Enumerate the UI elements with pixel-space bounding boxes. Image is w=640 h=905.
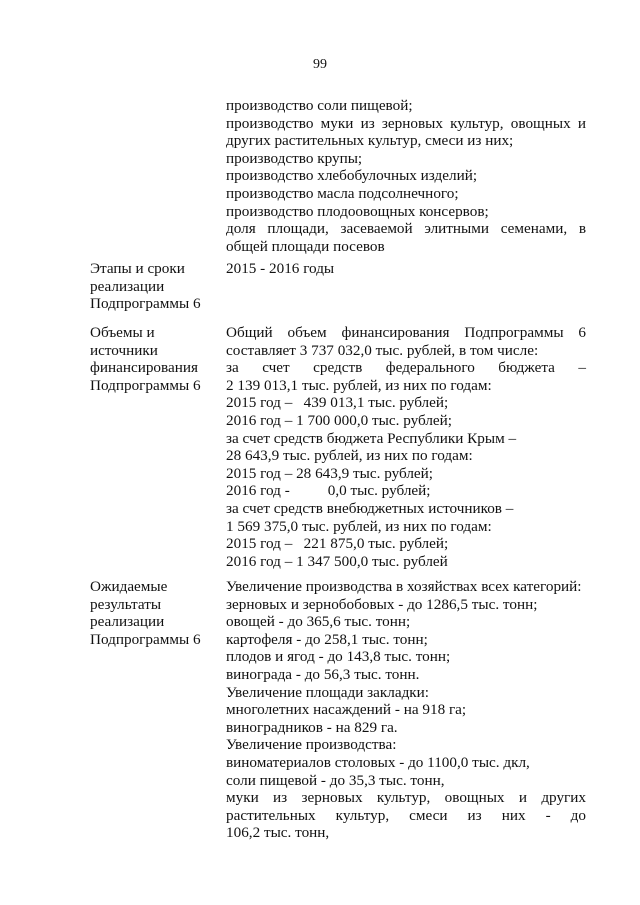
label-line: Ожидаемые xyxy=(90,578,168,595)
label-line: Этапы и сроки xyxy=(90,260,185,277)
financing-line: 2015 год – 221 875,0 тыс. рублей; xyxy=(226,535,449,553)
intro-line: производство крупы; xyxy=(226,149,363,167)
results-line: Увеличение производства в хозяйствах всех категорий: xyxy=(226,578,582,595)
results-line: винограда - до 56,3 тыс. тонн. xyxy=(226,665,420,683)
results-line: картофеля - до 258,1 тыс. тонн; xyxy=(226,630,428,648)
financing-line: за счет средств внебюджетных источников – xyxy=(226,499,514,517)
label-line: реализации xyxy=(90,277,165,295)
stages-value xyxy=(226,260,586,278)
label-line: Объемы и xyxy=(90,324,155,341)
results-line: Увеличение производства: xyxy=(226,736,397,754)
stages-label xyxy=(90,260,220,313)
results-line: 106,2 тыс. тонн, xyxy=(226,824,330,842)
results-line: зерновых и зернобобовых - до 1286,5 тыс. тонн; xyxy=(226,595,538,613)
results-line: Увеличение площади закладки: xyxy=(226,683,430,701)
results-line: муки из зерновых культур, овощных и других xyxy=(226,789,586,807)
financing-line: составляет 3 737 032,0 тыс. рублей, в том числе: xyxy=(226,341,539,359)
intro-line: других растительных культур, смеси из них; xyxy=(226,132,514,150)
results-line: плодов и ягод - до 143,8 тыс. тонн; xyxy=(226,648,451,666)
label-line: реализации xyxy=(90,613,165,631)
financing-line: 2016 год - 0,0 тыс. рублей; xyxy=(226,482,431,500)
page-number: 99 xyxy=(313,57,327,72)
intro-line: общей площади посевов xyxy=(226,237,385,255)
financing-line: 2016 год – 1 347 500,0 тыс. рублей xyxy=(226,552,448,570)
results-label xyxy=(90,578,220,648)
intro-line: производство хлебобулочных изделий; xyxy=(226,167,478,185)
financing-line: 2015 год – 439 013,1 тыс. рублей; xyxy=(226,394,449,412)
intro-line: производство плодоовощных консервов; xyxy=(226,202,489,220)
intro-line: производство соли пищевой; xyxy=(226,97,413,114)
financing-line: за счет средств федерального бюджета – xyxy=(226,359,586,377)
label-line: Подпрограммы 6 xyxy=(90,630,201,648)
results-line: виноградников - на 829 га. xyxy=(226,718,398,736)
intro-list xyxy=(226,97,586,255)
label-line: Подпрограммы 6 xyxy=(90,295,201,313)
intro-line: производство муки из зерновых культур, овощных и xyxy=(226,114,586,132)
label-line: результаты xyxy=(90,595,162,613)
financing-content xyxy=(226,324,586,570)
financing-line: за счет средств бюджета Республики Крым – xyxy=(226,429,517,447)
results-line: виноматериалов столовых - до 1100,0 тыс. дкл, xyxy=(226,753,530,771)
financing-line: 2015 год – 28 643,9 тыс. рублей; xyxy=(226,464,434,482)
results-content xyxy=(226,578,586,842)
financing-line: 1 569 375,0 тыс. рублей, из них по годам: xyxy=(226,517,492,535)
results-line: растительных культур, смеси из них - до xyxy=(226,806,586,824)
label-line: финансирования xyxy=(90,359,198,377)
intro-line: производство масла подсолнечного; xyxy=(226,184,459,202)
label-line: Подпрограммы 6 xyxy=(90,376,201,394)
financing-label xyxy=(90,324,220,394)
financing-line: Общий объем финансирования Подпрограммы 6 xyxy=(226,324,586,341)
financing-line: 2016 год – 1 700 000,0 тыс. рублей; xyxy=(226,411,453,429)
financing-line: 28 643,9 тыс. рублей, из них по годам: xyxy=(226,447,473,465)
financing-line: 2 139 013,1 тыс. рублей, из них по годам: xyxy=(226,376,492,394)
value-line: 2015 - 2016 годы xyxy=(226,260,335,277)
results-line: овощей - до 365,6 тыс. тонн; xyxy=(226,613,411,631)
results-line: многолетних насаждений - на 918 га; xyxy=(226,701,467,719)
results-line: соли пищевой - до 35,3 тыс. тонн, xyxy=(226,771,445,789)
intro-line: доля площади, засеваемой элитными семенами, в xyxy=(226,220,586,238)
label-line: источники xyxy=(90,341,158,359)
